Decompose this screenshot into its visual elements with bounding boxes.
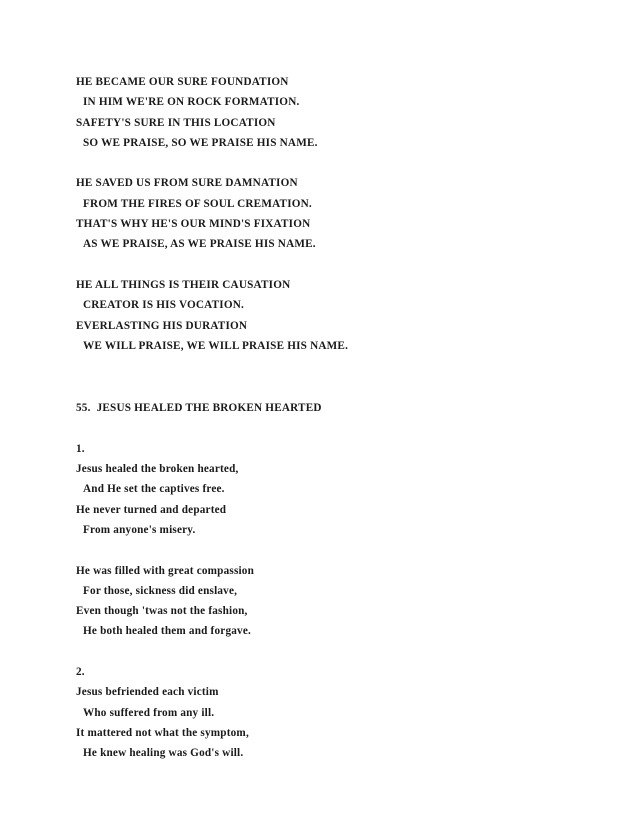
stanza-gap bbox=[76, 255, 596, 275]
stanza-3-line-2: CREATOR IS HIS VOCATION. bbox=[83, 299, 245, 312]
verse-2-number: 2. bbox=[76, 666, 85, 679]
stanza-2-line-4: AS WE PRAISE, AS WE PRAISE HIS NAME. bbox=[83, 238, 316, 251]
verse-1a-line-1: Jesus healed the broken hearted, bbox=[76, 463, 239, 476]
stanza-1-line-2: IN HIM WE'RE ON ROCK FORMATION. bbox=[83, 96, 300, 109]
verse-1b-line-4: He both healed them and forgave. bbox=[83, 625, 251, 638]
song-title: 55. JESUS HEALED THE BROKEN HEARTED bbox=[76, 402, 322, 415]
stanza-3-line-3: EVERLASTING HIS DURATION bbox=[76, 319, 248, 332]
stanza-3-line-4: WE WILL PRAISE, WE WILL PRAISE HIS NAME. bbox=[83, 339, 349, 352]
stanza-1-line-1: HE BECAME OUR SURE FOUNDATION bbox=[76, 76, 289, 88]
verse-1a-line-3: He never turned and departed bbox=[76, 503, 227, 516]
verse-2a-line-1: Jesus befriended each victim bbox=[76, 686, 219, 699]
stanza-1-line-4: SO WE PRAISE, SO WE PRAISE HIS NAME. bbox=[83, 136, 318, 149]
title-gap bbox=[76, 418, 596, 438]
verse-1b-line-1: He was filled with great compassion bbox=[76, 564, 255, 577]
stanza-2-line-3: THAT'S WHY HE'S OUR MIND'S FIXATION bbox=[76, 218, 311, 231]
stanza-gap bbox=[76, 153, 596, 173]
verse-gap bbox=[76, 642, 596, 662]
stanza-2-line-1: HE SAVED US FROM SURE DAMNATION bbox=[76, 177, 298, 190]
verse-1-number: 1. bbox=[76, 442, 85, 455]
stanza-2-line-2: FROM THE FIRES OF SOUL CREMATION. bbox=[83, 197, 312, 210]
verse-1b-line-3: Even though 'twas not the fashion, bbox=[76, 605, 248, 618]
verse-1b-line-2: For those, sickness did enslave, bbox=[83, 584, 238, 597]
verse-1a-line-4: From anyone's misery. bbox=[83, 523, 196, 536]
section-gap bbox=[76, 356, 596, 398]
stanza-3-line-1: HE ALL THINGS IS THEIR CAUSATION bbox=[76, 278, 291, 291]
verse-gap bbox=[76, 540, 596, 560]
verse-2a-line-3: It mattered not what the symptom, bbox=[76, 726, 249, 739]
stanza-1-line-3: SAFETY'S SURE IN THIS LOCATION bbox=[76, 116, 276, 129]
document-page bbox=[76, 72, 596, 764]
verse-2a-line-4: He knew healing was God's will. bbox=[83, 747, 244, 760]
verse-2a-line-2: Who suffered from any ill. bbox=[83, 706, 215, 719]
verse-1a-line-2: And He set the captives free. bbox=[83, 483, 225, 496]
